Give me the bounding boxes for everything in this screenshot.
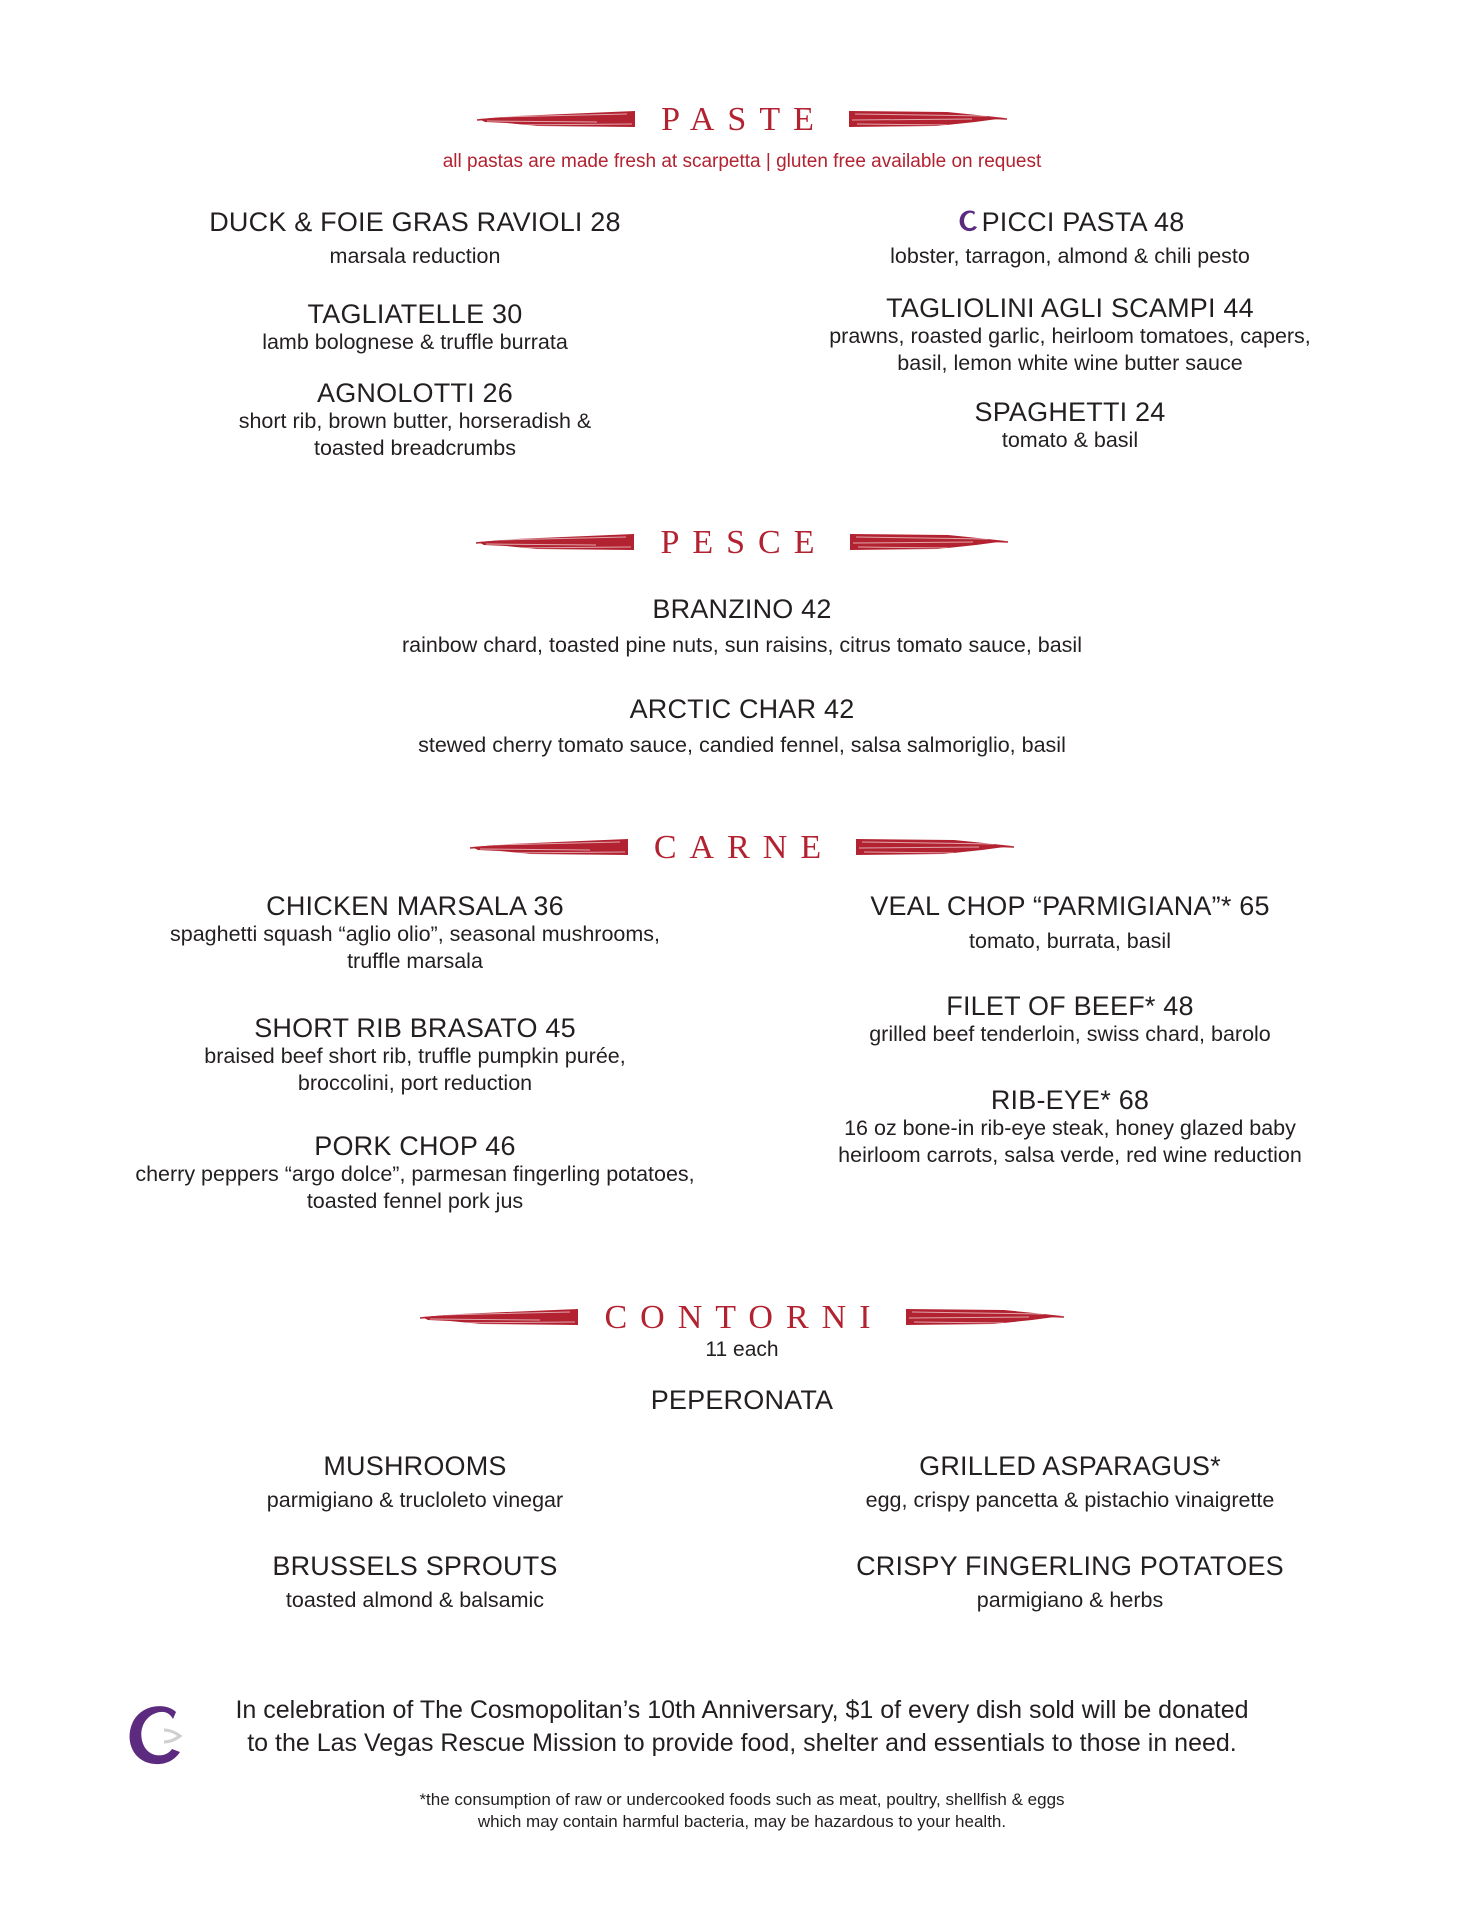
section-title: CARNE [653,829,835,866]
item-description: lamb bolognese & truffle burrata [262,330,568,354]
item-name: ARCTIC CHAR 42 [629,694,855,724]
item-description: 16 oz bone-in rib-eye steak, honey glazed baby [844,1116,1296,1140]
item-name: RIB-EYE* 68 [990,1085,1150,1115]
item-description: parmigiano & herbs [976,1588,1164,1612]
menu-item [745,891,1395,955]
section-title: PESCE [660,524,828,561]
menu-item [90,378,740,462]
section-header-pesce [0,526,1484,560]
item-name: TAGLIATELLE 30 [307,299,523,329]
menu-item [90,1451,740,1514]
item-description-line2: toasted fennel pork jus [306,1189,524,1213]
item-name: PICCI PASTA 48 [981,207,1185,237]
item-description: short rib, brown butter, horseradish & [238,409,592,433]
item-name: SHORT RIB BRASATO 45 [254,1013,576,1043]
item-description: tomato, burrata, basil [969,929,1171,953]
item-description-line2: basil, lemon white wine butter sauce [897,351,1243,375]
item-name: GRILLED ASPARAGUS* [919,1451,1221,1481]
menu-item [0,694,1484,759]
item-description-line2: truffle marsala [347,949,483,973]
disclaimer-line-2: which may contain harmful bacteria, may be hazardous to your health. [477,1812,1007,1831]
item-name: CRISPY FINGERLING POTATOES [856,1551,1284,1581]
item-name: BRUSSELS SPROUTS [272,1551,558,1581]
item-description: rainbow chard, toasted pine nuts, sun raisins, citrus tomato sauce, basil [402,633,1082,657]
menu-item [745,397,1395,454]
item-name: TAGLIOLINI AGLI SCAMPI 44 [886,293,1254,323]
menu-item [745,1451,1395,1514]
section-header-paste [0,103,1484,137]
item-description: lobster, tarragon, almond & chili pesto [890,244,1250,268]
item-description: egg, crispy pancetta & pistachio vinaigrette [865,1488,1275,1512]
item-description-line2: heirloom carrots, salsa verde, red wine reduction [838,1143,1302,1167]
cosmopolitan-c-logo [118,1700,188,1770]
menu-item [0,594,1484,659]
item-description-line2: toasted breadcrumbs [314,436,516,460]
item-name: DUCK & FOIE GRAS RAVIOLI 28 [209,207,621,237]
menu-item [90,1013,740,1097]
menu-item [0,1385,1484,1415]
item-description: parmigiano & trucloleto vinegar [266,1488,564,1512]
item-description: cherry peppers “argo dolce”, parmesan fingerling potatoes, [135,1162,695,1186]
menu-item [745,207,1395,270]
brush-stroke-right [847,105,1007,135]
menu-item [745,1085,1395,1169]
item-description-line2: broccolini, port reduction [297,1071,533,1095]
menu-item [90,299,740,356]
item-description: braised beef short rib, truffle pumpkin purée, [204,1044,626,1068]
section-title: PASTE [661,101,827,138]
brush-stroke-right [904,1303,1064,1333]
item-name: VEAL CHOP “PARMIGIANA”* 65 [870,891,1270,921]
brush-stroke-left [476,528,636,558]
item-name: PEPERONATA [650,1385,834,1415]
item-description: marsala reduction [329,244,501,268]
menu-item [745,1551,1395,1614]
brush-stroke-left [470,833,630,863]
cosmopolitan-c-icon [956,208,980,234]
section-header-carne [0,831,1484,865]
menu-item [745,991,1395,1048]
brush-stroke-left [477,105,637,135]
disclaimer-line-1: *the consumption of raw or undercooked foods such as meat, poultry, shellfish & eggs [419,1790,1065,1809]
item-name: BRANZINO 42 [652,594,832,624]
item-name: AGNOLOTTI 26 [317,378,513,408]
section-subtitle: all pastas are made fresh at scarpetta | gluten free available on request [442,151,1042,172]
section-header-contorni [0,1301,1484,1335]
item-description: tomato & basil [1001,428,1139,452]
item-description: toasted almond & balsamic [285,1588,545,1612]
donation-line-2: to the Las Vegas Rescue Mission to provide food, shelter and essentials to those in need. [247,1729,1237,1757]
item-name: PORK CHOP 46 [314,1131,516,1161]
section-title: CONTORNI [604,1299,884,1336]
brush-stroke-right [854,833,1014,863]
price-note: 11 each [705,1338,779,1361]
menu-item [745,293,1395,377]
item-description: grilled beef tenderloin, swiss chard, barolo [869,1022,1271,1046]
donation-note [180,1694,1304,1760]
menu-item [90,1551,740,1614]
brush-stroke-left [420,1303,580,1333]
item-name: FILET OF BEEF* 48 [946,991,1194,1021]
item-name: MUSHROOMS [323,1451,507,1481]
menu-item [90,891,740,975]
item-name: SPAGHETTI 24 [974,397,1166,427]
menu-item [90,1131,740,1215]
donation-line-1: In celebration of The Cosmopolitan’s 10th Anniversary, $1 of every dish sold will be donated [235,1696,1249,1724]
health-disclaimer [0,1789,1484,1833]
item-description: stewed cherry tomato sauce, candied fennel, salsa salmoriglio, basil [418,733,1066,757]
item-description: spaghetti squash “aglio olio”, seasonal mushrooms, [170,922,660,946]
item-name: CHICKEN MARSALA 36 [266,891,564,921]
brush-stroke-right [848,528,1008,558]
item-description: prawns, roasted garlic, heirloom tomatoes, capers, [829,324,1311,348]
menu-item [90,207,740,270]
